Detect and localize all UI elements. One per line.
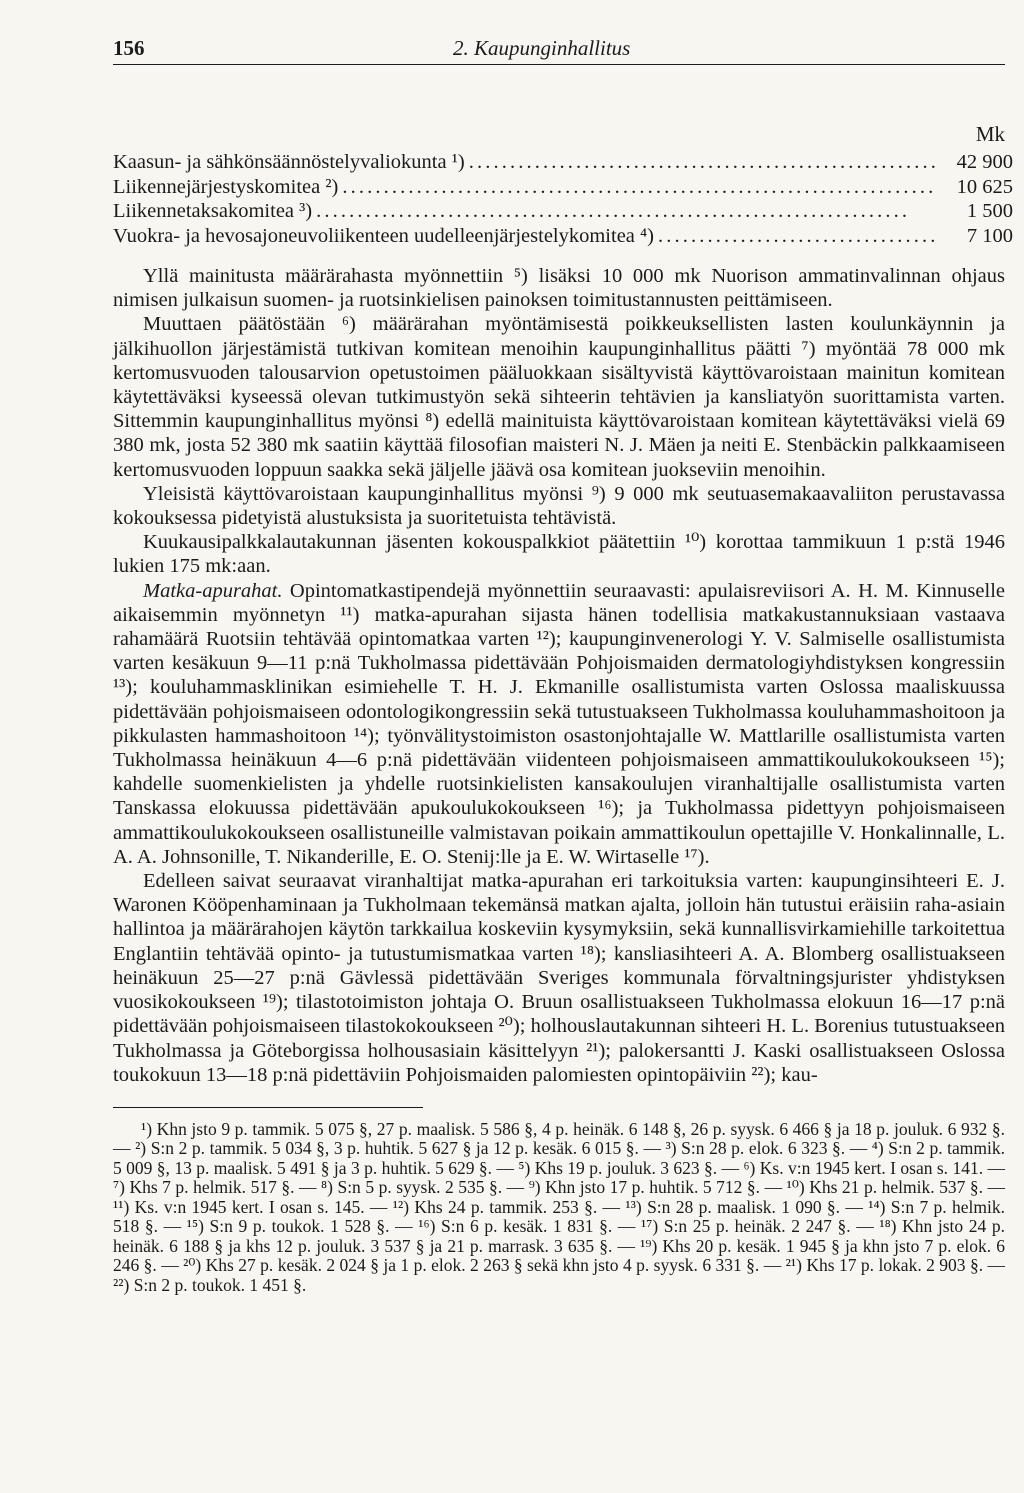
body-text (113, 264, 1013, 1087)
leader-dots (342, 175, 939, 200)
running-title: 2. Kaupunginhallitus (453, 36, 631, 60)
committee-row (113, 175, 1013, 200)
section-heading-italic: Matka-apurahat. (143, 579, 283, 602)
header-rule (113, 64, 1005, 65)
paragraph: Yleisistä käyttövaroistaan kaupunginhallitus myönsi ⁹) 9 000 mk seutuasemakaavaliiton perustavassa kokouksessa pidetyistä alustuksista ja suoritetuista tehtävistä. (113, 482, 1005, 530)
paragraph: Yllä mainitusta määrärahasta myönnettiin ⁵) lisäksi 10 000 mk Nuorison ammatinvalinnan ohjaus nimisen julkaisun suomen- ja ruotsinkielisen painoksen toimitustannusten peittämiseen. (113, 265, 1005, 312)
committee-amount: 42 900 (956, 151, 1013, 173)
committee-row (113, 224, 1013, 249)
leader-dots (469, 150, 939, 175)
committee-amount: 10 625 (956, 175, 1013, 198)
leader-dots (316, 199, 939, 224)
paragraph-text: Opintomatkastipendejä myönnettiin seuraavasti: apulaisreviisori A. H. M. Kinnuselle aikaisemmin myönnetyn ¹¹) matka-apurahan sijasta hänen todellisia matkakustannuksiaan vastaava rahamäärä Ruotsiin tehtävää opintomatkaa varten ¹²); kaupunginvenerologi Y. V. Salmiselle osallistumista varten kesäkuun 9—11 p:nä Tukholmassa pidettävään Pohjoismaiden dermatologiyhdistyksen kongressiin ¹³); kouluhammasklinikan esimiehelle T. H. J. Ekmanille osallistumista varten Oslossa maaliskuussa pidettävään pohjoismaiseen odontologikongressiin sekä tutustuakseen Tukholmassa kouluhammashoitoon ja pikkulasten hammashoitoon ¹⁴); työnvälitystoimiston osastonjohtajalle W. Mattlarille osallistumista varten Tukholmassa heinäkuun 4—6 p:nä pidettävään viidenteen pohjoismaiseen ammattikoulukokoukseen ¹⁵); kahdelle suomenkielisten ja yhdelle ruotsinkielisten kansakoulujen viranhaltijalle osallistumista varten Tanskassa elokuussa pidettävään apukoulukokoukseen ¹⁶); ja Tukholmassa pidettyyn pohjoismaiseen ammattikoulukokoukseen osallistuneille valmistavan poikain ammattikoulun opettajille V. Honkalinnalle, L. A. A. Johnsonille, T. Nikanderille, E. O. Stenij:lle ja E. W. Wirtaselle ¹⁷). (113, 579, 1005, 868)
page-header (113, 30, 1013, 70)
committee-row (113, 150, 1013, 175)
paragraph: Kuukausipalkkalautakunnan jäsenten kokouspalkkiot päätettiin ¹⁰) korottaa tammikuun 1 p:stä 1946 lukien 175 mk:aan. (113, 531, 1005, 578)
committee-name: Liikennetaksakomitea ³) (113, 200, 313, 222)
committee-amount: 7 100 (966, 224, 1013, 247)
footnotes: ¹) Khn jsto 9 p. tammik. 5 075 §, 27 p. maalisk. 5 586 §, 4 p. heinäk. 6 148 §, 26 p. syysk. 6 466 § ja 18 p. jouluk. 6 932 §. — ²) S:n 2 p. tammik. 5 034 §, 3 p. huhtik. 5 627 § ja 12 p. kesäk. 6 015 §. — ³) S:n 28 p. elok. 6 323 §. — ⁴) S:n 2 p. tammik. 5 009 §, 13 p. maalisk. 5 491 § ja 3 p. huhtik. 5 629 §. — ⁵) Khs 19 p. jouluk. 3 623 §. — ⁶) Ks. v:n 1945 kert. I osan s. 141. — ⁷) Khs 7 p. helmik. 517 §. — ⁸) S:n 5 p. syysk. 2 535 §. — ⁹) Khn jsto 17 p. huhtik. 5 712 §. — ¹⁰) Khs 21 p. helmik. 537 §. — ¹¹) Ks. v:n 1945 kert. I osan s. 145. — ¹²) Khs 24 p. tammik. 253 §. — ¹³) S:n 28 p. maalisk. 1 090 §. — ¹⁴) S:n 7 p. helmik. 518 §. — ¹⁵) S:n 9 p. toukok. 1 528 §. — ¹⁶) S:n 6 p. kesäk. 1 831 §. — ¹⁷) S:n 25 p. heinäk. 2 247 §. — ¹⁸) Khn jsto 24 p. heinäk. 6 188 § ja khs 12 p. jouluk. 3 537 § ja 21 p. marrask. 3 635 §. — ¹⁹) Khs 20 p. kesäk. 1 945 § ja khn jsto 7 p. elok. 6 246 §. — ²⁰) Khs 27 p. kesäk. 2 024 § ja 1 p. elok. 2 263 § sekä khn jsto 4 p. syysk. 6 331 §. — ²¹) Khs 17 p. lokak. 2 903 §. — ²²) S:n 2 p. toukok. 1 451 §. (113, 1118, 1005, 1295)
committee-name: Kaasun- ja sähkönsäännöstelyvaliokunta ¹) (113, 151, 465, 173)
paragraph: Edelleen saivat seuraavat viranhaltijat matka-apurahan eri tarkoituksia varten: kaupunginsihteeri E. J. Waronen Kööpenhaminaan ja Tukholmaan tekemänsä matkan ajalta, jolloin hän tutustui eräisiin raha-asiain hallintoa ja määrärahojen käytön tarkkailua koskeviin kysymyksiin, sekä kunnallisvirkamiehille tarkoitettua Englantiin tehtävää opinto- ja tutustumismatkaa varten ¹⁸); kansliasihteeri A. A. Blomberg osallistuakseen heinäkuun 25—27 p:nä Gävlessä pidettävään Sveriges kommunala förvaltningsjurister yhdistyksen vuosikokoukseen ¹⁹); tilastotoimiston johtaja O. Bruun osallistuakseen Tukholmassa elokuun 16—17 p:nä pidettävään pohjoismaiseen tilastokokoukseen ²⁰); holhouslautakunnan sihteeri H. L. Borenius tutustuakseen Tukholmassa ja Göteborgissa holhousasiain käsittelyyn ²¹); palokersantti J. Kaski osallistuakseen Oslossa toukokuun 13—18 p:nä pidettäviin Pohjoismaiden palomiesten opintopäiviin ²²); kau- (113, 870, 1005, 1086)
committee-name: Liikennejärjestyskomitea ²) (113, 175, 339, 198)
document-page (113, 30, 1013, 1295)
committee-row (113, 199, 1013, 224)
committee-name: Vuokra- ja hevosajoneuvoliikenteen uudelleenjärjestelykomitea ⁴) (113, 224, 654, 247)
currency-unit-label: Mk (975, 122, 1005, 146)
committee-list (113, 150, 1013, 248)
paragraph-travel-grants (113, 579, 1005, 869)
committee-amount: 1 500 (966, 200, 1013, 222)
page-number: 156 (113, 36, 145, 60)
leader-dots (658, 224, 939, 249)
footnote-rule (113, 1107, 423, 1108)
paragraph: Muuttaen päätöstään ⁶) määrärahan myöntämisestä poikkeuksellisten lasten koulunkäynnin ja jälkihuollon järjestämistä tutkivan komitean menoihin kaupunginhallitus päätti ⁷) myöntää 78 000 mk kertomusvuoden talousarvion opetustoimen pääluokkaan sisältyvistä käyttövaroistaan mainitun komitean käytettäväksi kyseessä olevan tutkimustyön sekä sihteerin tehtävien ja kansliatyön suorittamista varten. Sittemmin kaupunginhallitus myönsi ⁸) edellä mainituista käyttövaroistaan komitean käytettäväksi vielä 69 380 mk, josta 52 380 mk saatiin käyttää filosofian maisteri N. J. Mäen ja neiti E. Stenbäckin palkkaamiseen kertomusvuoden loppuun saakka sekä jäljelle jäävä osa komitean juokseviin menoihin. (113, 313, 1005, 481)
